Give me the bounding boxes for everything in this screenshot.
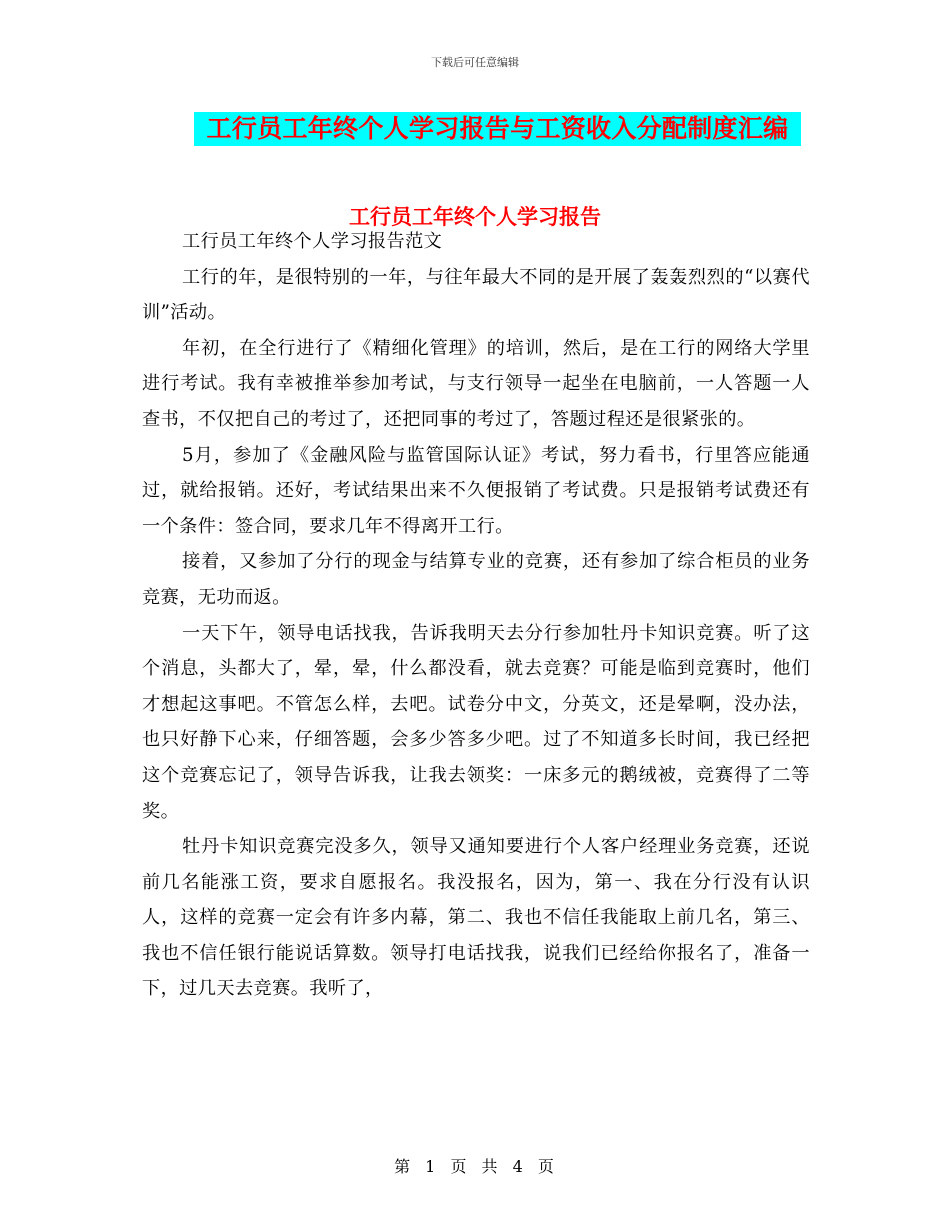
header-note: 下载后可任意编辑 [431, 56, 519, 69]
document-body [142, 224, 810, 1007]
paragraph: 5月，参加了《金融风险与监管国际认证》考试，努力看书，行里答应能通过，就给报销。还好，考试结果出来不久便报销了考试费。只是报销考试费还有一个条件：签合同，要求几年不得离开工行。 [142, 444, 810, 537]
paragraph: 牡丹卡知识竞赛完没多久，领导又通知要进行个人客户经理业务竞赛，还说前几名能涨工资，要求自愿报名。我没报名，因为，第一、我在分行没有认识人，这样的竞赛一定会有许多内幕，第二、我也不信任我能取上前几名，第三、我也不信任银行能说话算数。领导打电话找我，说我们已经给你报名了，准备一下，过几天去竞赛。我听了， [142, 836, 810, 1000]
paragraph: 工行的年，是很特别的一年，与往年最大不同的是开展了轰轰烈烈的“以赛代训”活动。 [142, 266, 810, 324]
section-title: 工行员工年终个人学习报告 [349, 205, 601, 229]
paragraph: 接着，又参加了分行的现金与结算专业的竞赛，还有参加了综合柜员的业务竞赛，无功而返。 [142, 551, 810, 608]
main-title: 工行员工年终个人学习报告与工资收入分配制度汇编 [206, 114, 789, 143]
page-footer: 第 1 页 共 4 页 [394, 1157, 556, 1176]
paragraph: 年初，在全行进行了《精细化管理》的培训，然后，是在工行的网络大学里进行考试。我有幸被推举参加考试，与支行领导一起坐在电脑前，一人答题一人查书，不仅把自己的考过了，还把同事的考过了，答题过程还是很紧张的。 [142, 337, 810, 430]
main-title-highlight [194, 112, 801, 146]
paragraph: 一天下午，领导电话找我，告诉我明天去分行参加牡丹卡知识竞赛。听了这个消息，头都大了，晕，晕，什么都没看，就去竞赛？可能是临到竞赛时，他们才想起这事吧。不管怎么样，去吧。试卷分中文，分英文，还是晕啊，没办法，也只好静下心来，仔细答题，会多少答多少吧。过了不知道多长时间，我已经把这个竞赛忘记了，领导告诉我，让我去领奖：一床多元的鹅绒被，竞赛得了二等奖。 [142, 622, 810, 822]
paragraph: 工行员工年终个人学习报告范文 [182, 231, 443, 252]
